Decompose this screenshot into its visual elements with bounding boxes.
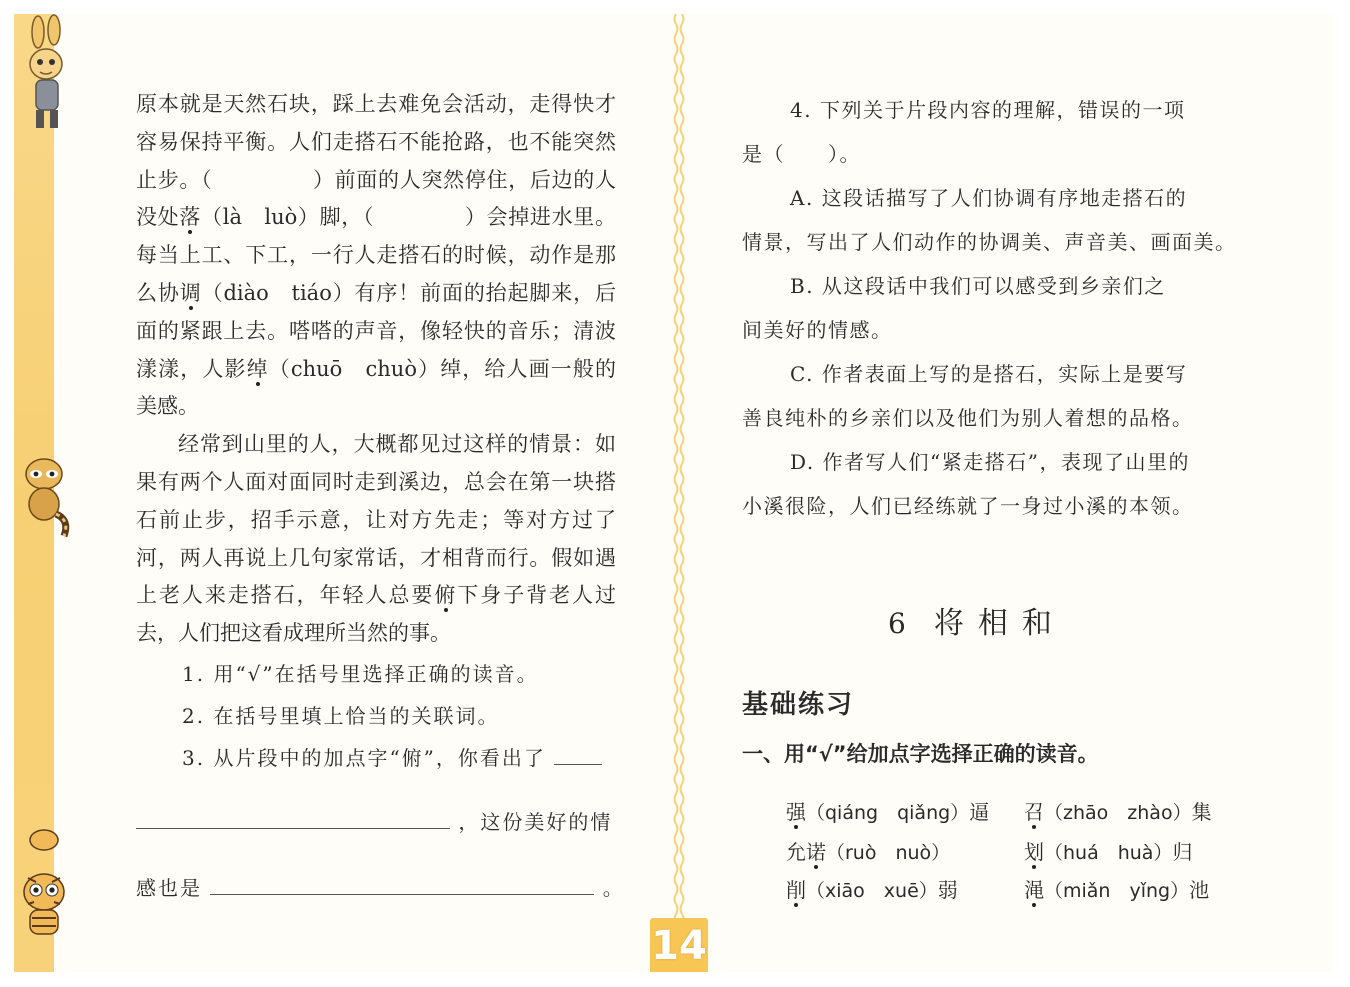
- question-3-end-suffix: 。: [602, 876, 625, 900]
- dotted-character: 召: [1024, 800, 1044, 824]
- section-heading: 基础练习: [742, 690, 855, 720]
- lesson-number: 6: [888, 607, 920, 640]
- option-b-line-1: B. 从这段话中我们可以感受到乡亲们之: [790, 274, 1166, 298]
- option-c-line-1: C. 作者表面上写的是搭石，实际上是要写: [790, 362, 1188, 386]
- answer-blank-3[interactable]: [210, 894, 594, 895]
- pinyin-item: [1024, 874, 1209, 903]
- rabbit-mascot-icon: [14, 14, 74, 134]
- pinyin-options[interactable]: （ruò nuò）: [826, 842, 951, 864]
- dotted-character: 绰: [246, 356, 269, 381]
- pinyin-item: [786, 836, 950, 865]
- word-character: 弱: [937, 878, 958, 902]
- word-character: 集: [1191, 800, 1212, 824]
- dotted-character: 俯: [434, 583, 458, 608]
- dotted-character: 落: [179, 205, 202, 230]
- dotted-character: 渑: [1024, 878, 1044, 902]
- page-gutter-divider: [672, 14, 686, 972]
- question-3-line-3: [136, 872, 625, 901]
- question-3-mid-text: ，这份美好的情: [458, 810, 613, 834]
- pinyin-options[interactable]: （qiáng qiǎng）: [806, 802, 970, 824]
- option-d-line-2: 小溪很险，人们已经练就了一身过小溪的本领。: [742, 494, 1194, 518]
- option-a-line-2: 情景，写出了人们动作的协调美、声音美、画面美。: [742, 230, 1237, 254]
- option-c-line-2: 善良纯朴的乡亲们以及他们为别人着想的品格。: [742, 406, 1194, 430]
- question-3-end-prefix: 感也是: [136, 876, 202, 900]
- word-character: 允: [786, 840, 806, 864]
- question-2: 2. 在括号里填上恰当的关联词。: [182, 704, 500, 728]
- passage-paragraph-1: [136, 86, 616, 426]
- tiger-mascot-icon: [14, 822, 74, 942]
- pinyin-item: [1024, 836, 1192, 865]
- reading-passage: [136, 86, 616, 653]
- dotted-character: 调: [179, 280, 202, 305]
- passage-text: 经常到山里的人，大概都见过这样的情景：如果有两个人面对面同时走到溪边，总会在第一块搭石前止步，招手示意，让对方先走；等对方过了河，两人再说上几句家常话，才相背而行。假如遇上老人来走搭石，年轻人总要: [136, 432, 616, 608]
- passage-text: （là luò）脚，（: [201, 205, 375, 230]
- passage-text: 原本就是天然石块，踩上去难免会活动，走得快才容易保持平衡。人们走搭石不能抢路，也不能突然止步。（: [136, 92, 616, 192]
- raccoon-mascot-icon: [14, 448, 74, 543]
- dotted-character: 强: [786, 800, 806, 824]
- question-3: [182, 742, 602, 771]
- option-a-line-1: A. 这段话描写了人们协调有序地走搭石的: [790, 186, 1188, 210]
- pinyin-options[interactable]: （huá huà）: [1044, 842, 1173, 864]
- question-4-line-2: 是（ ）。: [742, 142, 861, 166]
- pinyin-item: [786, 796, 989, 825]
- question-1: 1. 用“√”在括号里选择正确的读音。: [182, 662, 539, 686]
- passage-paragraph-2: [136, 426, 616, 653]
- pinyin-item: [786, 874, 958, 903]
- dotted-character: 诺: [806, 840, 826, 864]
- pinyin-options[interactable]: （xiāo xuē）: [806, 880, 938, 902]
- question-4-line-1: 4. 下列关于片段内容的理解，错误的一项: [790, 98, 1186, 122]
- passage-text: 下身子背老人过去，人们把这看成理所当然的事。: [136, 583, 617, 646]
- lesson-name: 将相和: [933, 606, 1066, 641]
- pinyin-options[interactable]: （miǎn yǐng）: [1044, 880, 1190, 902]
- answer-blank-2[interactable]: [136, 828, 450, 829]
- lesson-title: [888, 598, 1066, 642]
- passage-text: （diào tiáo）有序！前面的抬起脚来，后面的紧跟上去。嗒嗒的声音，像轻快的音乐；清波漾漾，人影: [136, 280, 617, 381]
- word-character: 逼: [969, 800, 990, 824]
- exercise-1-instruction: 一、用“√”给加点字选择正确的读音。: [742, 742, 1099, 766]
- word-character: 归: [1172, 840, 1193, 864]
- question-3-line-2: [136, 806, 612, 835]
- pinyin-item: [1024, 796, 1212, 825]
- option-d-line-1: D. 作者写人们“紧走搭石”，表现了山里的: [790, 450, 1190, 474]
- question-3-text: 3. 从片段中的加点字“俯”，你看出了: [182, 746, 546, 770]
- passage-text: （chuō chuò）绰，给人画一般的美感。: [136, 356, 616, 419]
- pinyin-options[interactable]: （zhāo zhào）: [1044, 802, 1192, 824]
- dotted-character: 划: [1024, 840, 1044, 864]
- word-character: 池: [1189, 878, 1210, 902]
- passage-text: ）前面的人突然停住，后边的人没处: [136, 167, 617, 230]
- page-number: 14: [650, 918, 708, 972]
- option-b-line-2: 间美好的情感。: [742, 318, 893, 342]
- passage-text: ）会掉进水里。每当上工、下工，一行人走搭石的时候，动作是那么协: [136, 205, 616, 305]
- answer-blank-1[interactable]: [554, 764, 602, 765]
- dotted-character: 削: [786, 878, 806, 902]
